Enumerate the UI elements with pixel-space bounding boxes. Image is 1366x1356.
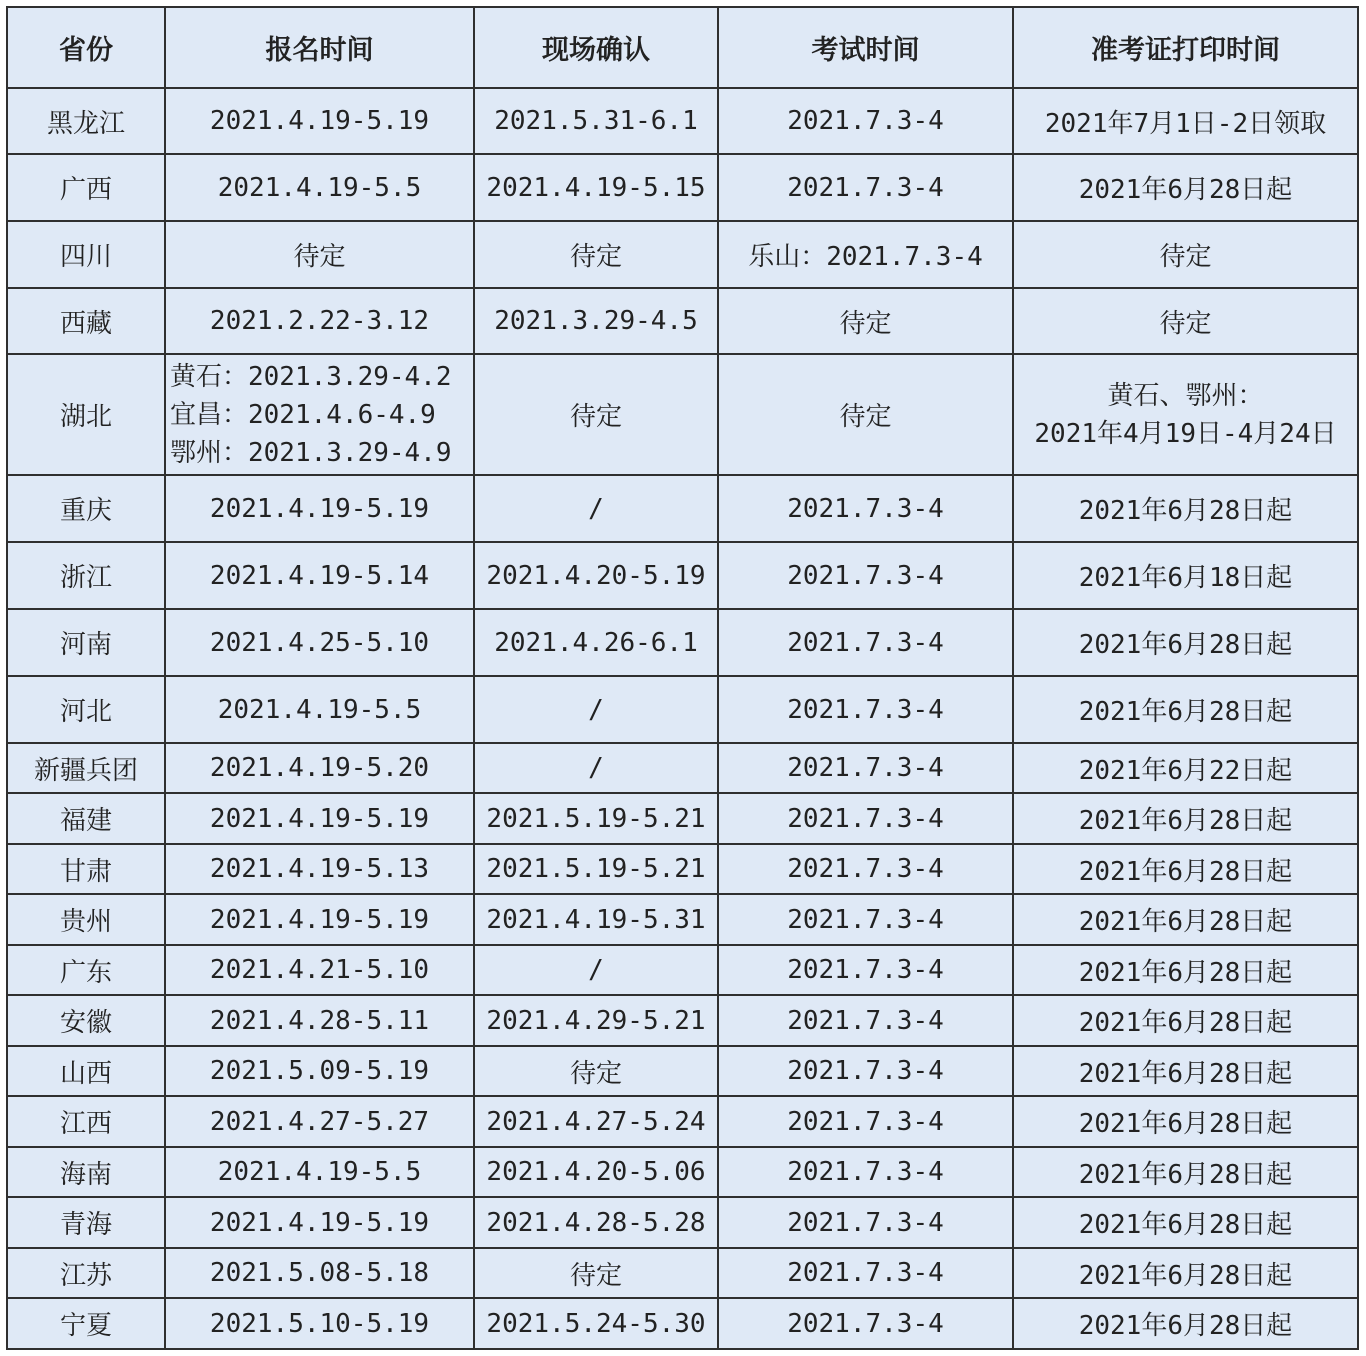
- province-cell: 河南: [7, 609, 165, 676]
- admission-ticket-print-cell: 2021年6月28日起: [1013, 1197, 1358, 1248]
- onsite-confirmation-cell: 待定: [474, 354, 718, 475]
- province-cell: 黑龙江: [7, 88, 165, 154]
- province-cell: 河北: [7, 676, 165, 743]
- admission-ticket-print-cell: 2021年6月28日起: [1013, 676, 1358, 743]
- registration-time-cell: 2021.4.19-5.19: [165, 894, 474, 945]
- header-exam-time: 考试时间: [718, 7, 1013, 88]
- registration-time-cell: 2021.4.19-5.13: [165, 844, 474, 894]
- exam-time-cell: 2021.7.3-4: [718, 1248, 1013, 1298]
- table-row: [7, 475, 1358, 542]
- table-row: [7, 1046, 1358, 1096]
- province-cell: 福建: [7, 793, 165, 844]
- admission-ticket-print-cell: 2021年6月28日起: [1013, 945, 1358, 995]
- province-cell: 重庆: [7, 475, 165, 542]
- admission-ticket-print-cell-line: 2021年4月19日-4月24日: [1034, 418, 1337, 449]
- table-row: [7, 1147, 1358, 1197]
- province-cell: 湖北: [7, 354, 165, 475]
- onsite-confirmation-cell: /: [474, 945, 718, 995]
- registration-time-cell: 2021.4.19-5.19: [165, 88, 474, 154]
- exam-time-cell: 2021.7.3-4: [718, 1096, 1013, 1147]
- table-row: [7, 995, 1358, 1046]
- admission-ticket-print-cell: 2021年6月28日起: [1013, 793, 1358, 844]
- table-row: [7, 676, 1358, 743]
- onsite-confirmation-cell: 2021.4.28-5.28: [474, 1197, 718, 1248]
- exam-time-cell: 2021.7.3-4: [718, 676, 1013, 743]
- table-row: [7, 1248, 1358, 1298]
- province-cell: 甘肃: [7, 844, 165, 894]
- admission-ticket-print-cell: 2021年6月28日起: [1013, 609, 1358, 676]
- exam-time-cell: 待定: [718, 288, 1013, 354]
- registration-time-cell: 2021.4.19-5.19: [165, 1197, 474, 1248]
- province-cell: 广西: [7, 154, 165, 221]
- admission-ticket-print-cell: 2021年6月28日起: [1013, 154, 1358, 221]
- admission-ticket-print-cell: [1013, 354, 1358, 475]
- table-row: [7, 288, 1358, 354]
- onsite-confirmation-cell: 待定: [474, 1248, 718, 1298]
- admission-ticket-print-cell: 待定: [1013, 288, 1358, 354]
- registration-time-cell: 2021.4.25-5.10: [165, 609, 474, 676]
- table-row: [7, 945, 1358, 995]
- exam-time-cell: 2021.7.3-4: [718, 1147, 1013, 1197]
- table-row: [7, 894, 1358, 945]
- registration-time-cell: 2021.5.08-5.18: [165, 1248, 474, 1298]
- registration-time-cell: 2021.4.19-5.14: [165, 542, 474, 609]
- province-cell: 西藏: [7, 288, 165, 354]
- admission-ticket-print-cell: 2021年6月28日起: [1013, 1147, 1358, 1197]
- table-row: [7, 609, 1358, 676]
- table-row: [7, 88, 1358, 154]
- province-cell: 四川: [7, 221, 165, 288]
- province-cell: 浙江: [7, 542, 165, 609]
- exam-time-cell: 2021.7.3-4: [718, 88, 1013, 154]
- onsite-confirmation-cell: 2021.5.31-6.1: [474, 88, 718, 154]
- onsite-confirmation-cell: 2021.3.29-4.5: [474, 288, 718, 354]
- registration-time-cell: 2021.4.21-5.10: [165, 945, 474, 995]
- exam-time-cell: 2021.7.3-4: [718, 844, 1013, 894]
- province-cell: 新疆兵团: [7, 743, 165, 793]
- exam-time-cell: 2021.7.3-4: [718, 793, 1013, 844]
- table-body: [7, 88, 1358, 1349]
- registration-time-cell: 2021.4.19-5.5: [165, 676, 474, 743]
- table-header-row: [7, 7, 1358, 88]
- registration-time-cell: 2021.4.19-5.19: [165, 475, 474, 542]
- onsite-confirmation-cell: 2021.4.26-6.1: [474, 609, 718, 676]
- registration-time-cell: [165, 354, 474, 475]
- header-province: 省份: [7, 7, 165, 88]
- onsite-confirmation-cell: 2021.5.24-5.30: [474, 1298, 718, 1349]
- province-cell: 江西: [7, 1096, 165, 1147]
- exam-time-cell: 2021.7.3-4: [718, 945, 1013, 995]
- exam-time-cell: 乐山：2021.7.3-4: [718, 221, 1013, 288]
- registration-time-cell-line: 鄂州：2021.3.29-4.9: [170, 437, 452, 468]
- table-row: [7, 844, 1358, 894]
- exam-schedule-table: [6, 6, 1359, 1350]
- exam-time-cell: 2021.7.3-4: [718, 1298, 1013, 1349]
- exam-time-cell: 2021.7.3-4: [718, 542, 1013, 609]
- admission-ticket-print-cell: 2021年6月28日起: [1013, 1046, 1358, 1096]
- exam-time-cell: 2021.7.3-4: [718, 995, 1013, 1046]
- province-cell: 江苏: [7, 1248, 165, 1298]
- registration-time-cell: 2021.4.19-5.5: [165, 154, 474, 221]
- registration-time-cell: 待定: [165, 221, 474, 288]
- admission-ticket-print-cell: 2021年6月28日起: [1013, 1248, 1358, 1298]
- exam-time-cell: 2021.7.3-4: [718, 475, 1013, 542]
- registration-time-cell: 2021.4.28-5.11: [165, 995, 474, 1046]
- province-cell: 海南: [7, 1147, 165, 1197]
- exam-time-cell: 2021.7.3-4: [718, 1046, 1013, 1096]
- onsite-confirmation-cell: 2021.4.27-5.24: [474, 1096, 718, 1147]
- onsite-confirmation-cell: 2021.4.29-5.21: [474, 995, 718, 1046]
- onsite-confirmation-cell: 2021.4.20-5.06: [474, 1147, 718, 1197]
- registration-time-cell-line: 黄石：2021.3.29-4.2: [170, 361, 452, 392]
- admission-ticket-print-cell: 待定: [1013, 221, 1358, 288]
- admission-ticket-print-cell-line: 黄石、鄂州：: [1107, 380, 1264, 411]
- exam-time-cell: 2021.7.3-4: [718, 894, 1013, 945]
- admission-ticket-print-cell: 2021年7月1日-2日领取: [1013, 88, 1358, 154]
- onsite-confirmation-cell: 2021.5.19-5.21: [474, 844, 718, 894]
- onsite-confirmation-cell: 待定: [474, 221, 718, 288]
- table-row: [7, 154, 1358, 221]
- onsite-confirmation-cell: /: [474, 676, 718, 743]
- admission-ticket-print-cell: 2021年6月28日起: [1013, 894, 1358, 945]
- registration-time-cell: 2021.4.19-5.19: [165, 793, 474, 844]
- table-row: [7, 1096, 1358, 1147]
- table-row: [7, 221, 1358, 288]
- table-row: [7, 743, 1358, 793]
- exam-time-cell: 待定: [718, 354, 1013, 475]
- admission-ticket-print-cell: 2021年6月28日起: [1013, 475, 1358, 542]
- exam-time-cell: 2021.7.3-4: [718, 609, 1013, 676]
- registration-time-cell: 2021.5.10-5.19: [165, 1298, 474, 1349]
- header-registration-time: 报名时间: [165, 7, 474, 88]
- table-row: [7, 1298, 1358, 1349]
- registration-time-cell: 2021.4.27-5.27: [165, 1096, 474, 1147]
- registration-time-cell: 2021.2.22-3.12: [165, 288, 474, 354]
- province-cell: 青海: [7, 1197, 165, 1248]
- admission-ticket-print-cell: 2021年6月22日起: [1013, 743, 1358, 793]
- province-cell: 广东: [7, 945, 165, 995]
- schedule-table-wrapper: [6, 6, 1359, 1350]
- province-cell: 贵州: [7, 894, 165, 945]
- admission-ticket-print-cell: 2021年6月18日起: [1013, 542, 1358, 609]
- exam-time-cell: 2021.7.3-4: [718, 743, 1013, 793]
- header-onsite-confirmation: 现场确认: [474, 7, 718, 88]
- onsite-confirmation-cell: /: [474, 475, 718, 542]
- province-cell: 宁夏: [7, 1298, 165, 1349]
- onsite-confirmation-cell: 2021.4.19-5.31: [474, 894, 718, 945]
- registration-time-cell: 2021.5.09-5.19: [165, 1046, 474, 1096]
- exam-time-cell: 2021.7.3-4: [718, 1197, 1013, 1248]
- table-row: [7, 1197, 1358, 1248]
- registration-time-cell: 2021.4.19-5.20: [165, 743, 474, 793]
- registration-time-cell: 2021.4.19-5.5: [165, 1147, 474, 1197]
- province-cell: 安徽: [7, 995, 165, 1046]
- province-cell: 山西: [7, 1046, 165, 1096]
- onsite-confirmation-cell: 2021.4.20-5.19: [474, 542, 718, 609]
- admission-ticket-print-cell: 2021年6月28日起: [1013, 995, 1358, 1046]
- admission-ticket-print-cell: 2021年6月28日起: [1013, 1096, 1358, 1147]
- table-row: [7, 793, 1358, 844]
- table-row: [7, 542, 1358, 609]
- exam-time-cell: 2021.7.3-4: [718, 154, 1013, 221]
- table-row: [7, 354, 1358, 475]
- onsite-confirmation-cell: 2021.5.19-5.21: [474, 793, 718, 844]
- onsite-confirmation-cell: 2021.4.19-5.15: [474, 154, 718, 221]
- admission-ticket-print-cell: 2021年6月28日起: [1013, 844, 1358, 894]
- onsite-confirmation-cell: /: [474, 743, 718, 793]
- registration-time-cell-line: 宜昌：2021.4.6-4.9: [170, 399, 436, 430]
- header-admission-ticket-print-time: 准考证打印时间: [1013, 7, 1358, 88]
- onsite-confirmation-cell: 待定: [474, 1046, 718, 1096]
- admission-ticket-print-cell: 2021年6月28日起: [1013, 1298, 1358, 1349]
